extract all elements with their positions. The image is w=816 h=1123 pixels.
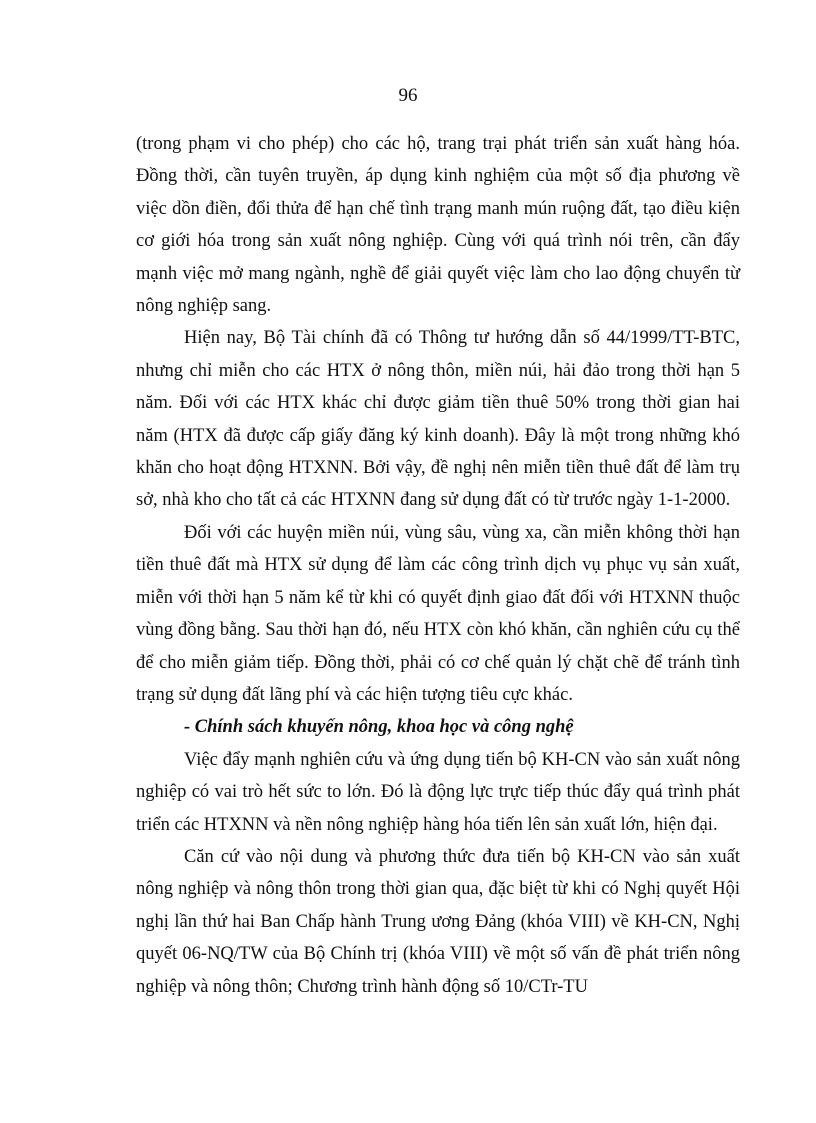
document-body: [136, 128, 740, 1003]
paragraph-resolutions: Căn cứ vào nội dung và phương thức đưa tiến bộ KH-CN vào sản xuất nông nghiệp và nông thôn trong thời gian qua, đặc biệt từ khi có Nghị quyết Hội nghị lần thứ hai Ban Chấp hành Trung ương Đảng (khóa VIII) về KH-CN, Nghị quyết 06-NQ/TW của Bộ Chính trị (khóa VIII) về một số vấn đề phát triển nông nghiệp và nông thôn; Chương trình hành động số 10/CTr-TU: [136, 846, 740, 997]
section-heading: - Chính sách khuyến nông, khoa học và công nghệ: [184, 717, 574, 738]
paragraph-mountain-districts: Đối với các huyện miền núi, vùng sâu, vùng xa, cần miễn không thời hạn tiền thuê đất mà HTX sử dụng để làm các công trình dịch vụ phục vụ sản xuất, miễn với thời hạn 5 năm kể từ khi có quyết định giao đất đối với HTXNN thuộc vùng đồng bằng. Sau thời hạn đó, nếu HTX còn khó khăn, cần nghiên cứu cụ thể để cho miễn giảm tiếp. Đồng thời, phải có cơ chế quản lý chặt chẽ để tránh tình trạng sử dụng đất lãng phí và các hiện tượng tiêu cực khác.: [136, 522, 740, 705]
page-number: 96: [398, 85, 418, 106]
paragraph-continuation: (trong phạm vi cho phép) cho các hộ, trang trại phát triển sản xuất hàng hóa. Đồng thời, cần tuyên truyền, áp dụng kinh nghiệm của một số địa phương về việc dồn điền, đổi thửa để hạn chế tình trạng manh mún ruộng đất, tạo điều kiện cơ giới hóa trong sản xuất nông nghiệp. Cùng với quá trình nói trên, cần đẩy mạnh việc mở mang ngành, nghề để giải quyết việc làm cho lao động chuyển từ nông nghiệp sang.: [136, 134, 740, 317]
paragraph-science-technology: Việc đẩy mạnh nghiên cứu và ứng dụng tiến bộ KH-CN vào sản xuất nông nghiệp có vai trò hết sức to lớn. Đó là động lực trực tiếp thúc đẩy quá trình phát triển các HTXNN và nền nông nghiệp hàng hóa tiến lên sản xuất lớn, hiện đại.: [136, 749, 740, 835]
paragraph-land-rent-circular: Hiện nay, Bộ Tài chính đã có Thông tư hướng dẫn số 44/1999/TT-BTC, nhưng chỉ miễn cho các HTX ở nông thôn, miền núi, hải đảo trong thời hạn 5 năm. Đối với các HTX khác chỉ được giảm tiền thuê 50% trong thời gian hai năm (HTX đã được cấp giấy đăng ký kinh doanh). Đây là một trong những khó khăn cho hoạt động HTXNN. Bởi vậy, đề nghị nên miễn tiền thuê đất để làm trụ sở, nhà kho cho tất cả các HTXNN đang sử dụng đất có từ trước ngày 1-1-2000.: [136, 328, 740, 511]
